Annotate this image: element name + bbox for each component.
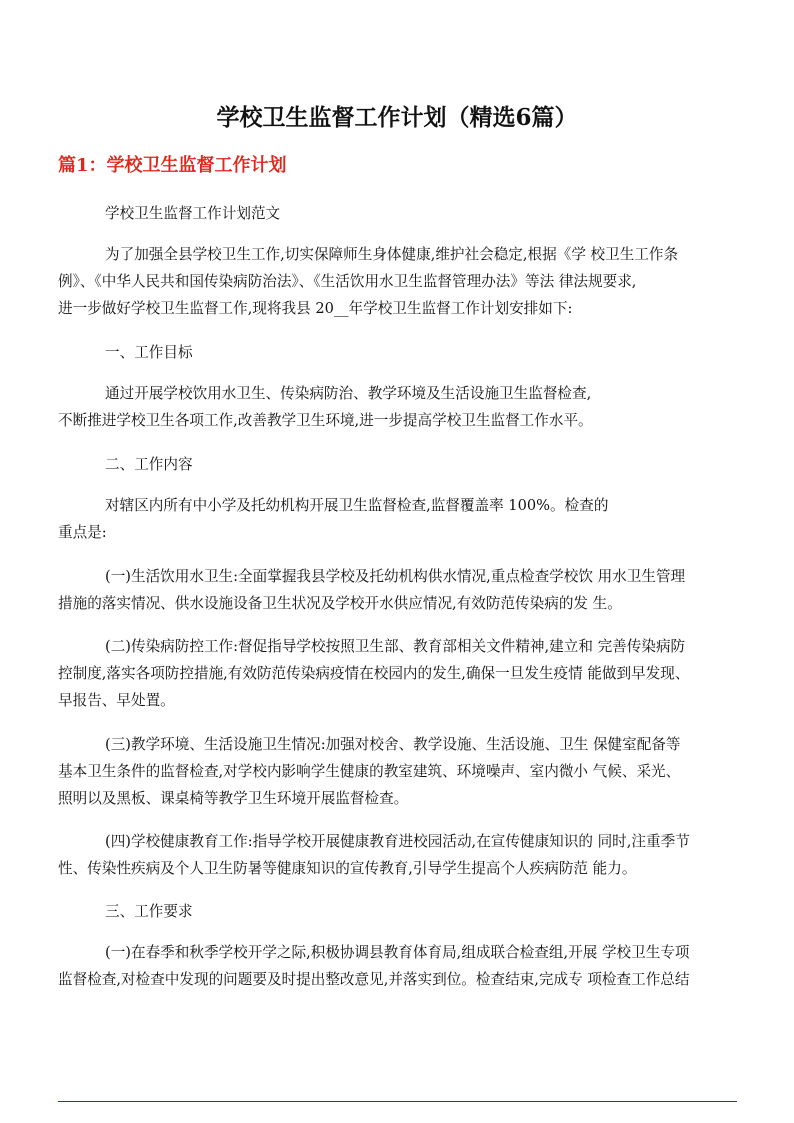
paragraph-line: 性、传染性疾病及个人卫生防暑等健康知识的宣传教育,引导学生提高个人疾病防范 能力。 <box>58 860 637 877</box>
document-title: 学校卫生监督工作计划（精选6篇） <box>216 104 578 131</box>
paragraph-line: 监督检查,对检查中发现的问题要及时提出整改意见,并落实到位。检查结束,完成专 项检查工作总结 <box>58 971 690 988</box>
paragraph-line: 照明以及黑板、课桌椅等教学卫生环境开展监督检查。 <box>58 790 409 807</box>
heading-requirements <box>58 898 738 925</box>
paragraph-line: (一)生活饮用水卫生:全面掌握我县学校及托幼机构供水情况,重点检查学校饮 用水卫生管理 <box>105 568 686 585</box>
paragraph-line: 为了加强全县学校卫生工作,切实保障师生身体健康,维护社会稳定,根据《学 校卫生工作条 <box>105 246 679 263</box>
paragraph-line: 二、工作内容 <box>105 456 193 473</box>
section-heading: 篇1：学校卫生监督工作计划 <box>58 155 287 176</box>
heading-goals <box>58 339 738 366</box>
paragraph-line: 不断推进学校卫生各项工作,改善教学卫生环境,进一步提高学校卫生监督工作水平。 <box>58 412 593 429</box>
paragraph-line: 例》、《中华人民共和国传染病防治法》、《生活饮用水卫生监督管理办法》等法 律法规要求, <box>58 273 637 290</box>
paragraph-goals <box>58 380 738 434</box>
paragraph-line: 进一步做好学校卫生监督工作,现将我县 20__年学校卫生监督工作计划安排如下: <box>58 300 573 317</box>
paragraph-line: (四)学校健康教育工作:指导学校开展健康教育进校园活动,在宣传健康知识的 同时,注重季节 <box>105 833 690 850</box>
paragraph-health-education <box>58 828 738 882</box>
footer-rule <box>58 1101 737 1102</box>
paragraph-line: 重点是: <box>58 524 107 541</box>
heading-content <box>58 451 738 478</box>
paragraph-line: 控制度,落实各项防控措施,有效防范传染病疫情在校园内的发生,确保一旦发生疫情 能做到早发现、 <box>58 665 690 682</box>
paragraph-line: 措施的落实情况、供水设施设备卫生状况及学校开水供应情况,有效防范传染病的发 生。 <box>58 595 622 612</box>
paragraph-line: (一)在春季和秋季学校开学之际,积极协调县教育体育局,组成联合检查组,开展 学校卫生专项 <box>105 944 690 961</box>
paragraph-purpose <box>58 241 738 322</box>
paragraph-intro-title <box>58 200 738 227</box>
paragraph-environment <box>58 731 738 812</box>
paragraph-coverage <box>58 492 738 546</box>
paragraph-line: 对辖区内所有中小学及托幼机构开展卫生监督检查,监督覆盖率 100%。检查的 <box>105 497 609 514</box>
paragraph-line: 通过开展学校饮用水卫生、传染病防治、教学环境及生活设施卫生监督检查, <box>105 385 592 402</box>
paragraph-line: 学校卫生监督工作计划范文 <box>105 205 281 222</box>
paragraph-line: (三)教学环境、生活设施卫生情况:加强对校舍、教学设施、生活设施、卫生 保健室配备等 <box>105 736 681 753</box>
paragraph-line: (二)传染病防控工作:督促指导学校按照卫生部、教育部相关文件精神,建立和 完善传染病防 <box>105 638 686 655</box>
paragraph-line: 三、工作要求 <box>105 903 193 920</box>
paragraph-line: 基本卫生条件的监督检查,对学校内影响学生健康的教室建筑、环境噪声、室内微小 气候、采光、 <box>58 763 681 780</box>
paragraph-line: 早报告、早处置。 <box>58 692 175 709</box>
paragraph-line: 一、工作目标 <box>105 344 193 361</box>
paragraph-drinking-water <box>58 563 738 617</box>
paragraph-disease-control <box>58 633 738 714</box>
paragraph-inspection <box>58 939 738 993</box>
